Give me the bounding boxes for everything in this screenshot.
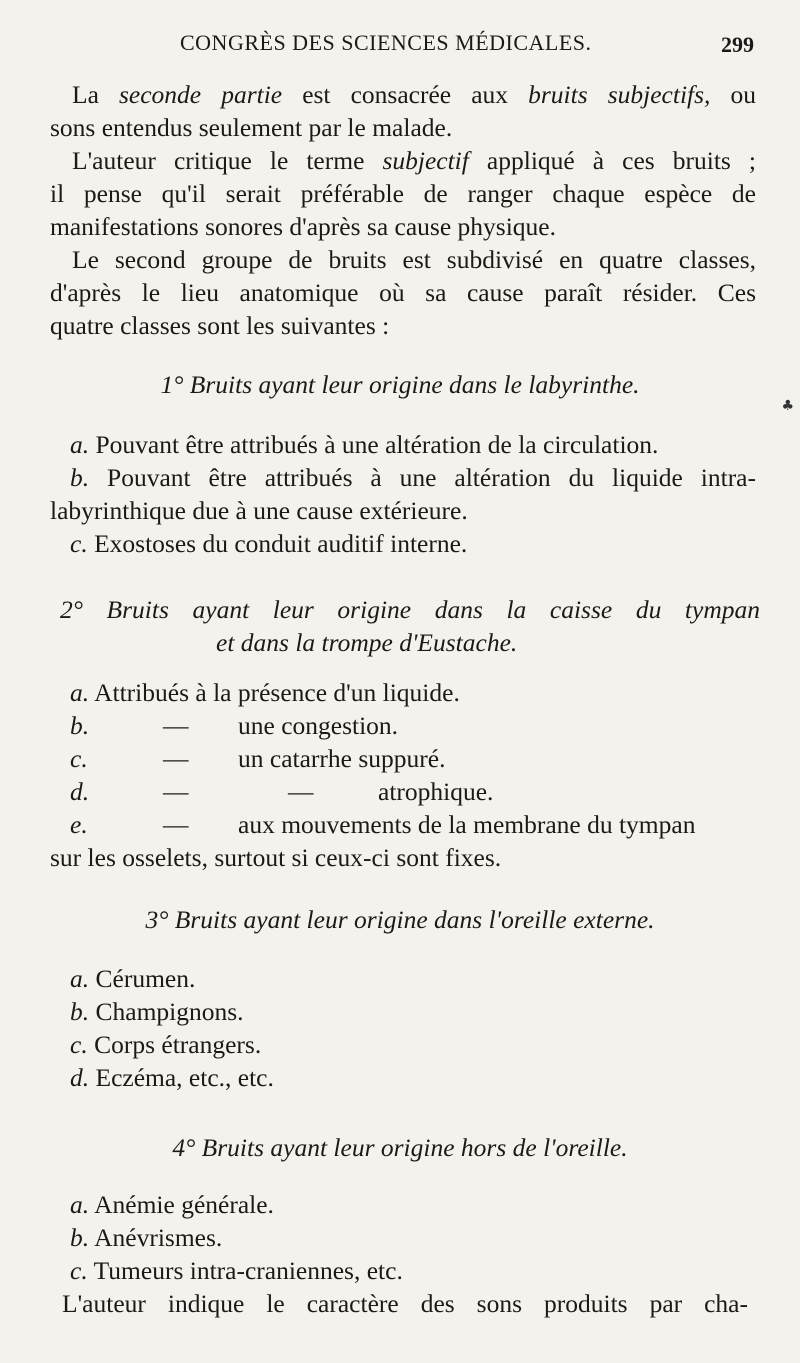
paragraph-line [72, 80, 756, 110]
paragraph-line: L'auteur indique le caractère des sons produits par cha- [62, 1289, 748, 1318]
item-letter: c. [70, 529, 88, 558]
item-text: une congestion. [238, 711, 399, 740]
text-run: La [72, 80, 119, 109]
text-run: L'auteur critique le terme [72, 146, 383, 175]
section-heading: 3° Bruits ayant leur origine dans l'oreille externe. [145, 905, 655, 934]
paragraph-line: sons entendus seulement par le malade. [50, 113, 453, 142]
paragraph-line: Le second groupe de bruits est subdivisé en quatre classes, [72, 245, 756, 274]
emphasis: seconde partie [118, 80, 283, 109]
list-item [70, 744, 446, 774]
list-item [70, 1256, 403, 1286]
item-letter: a. [70, 964, 90, 993]
emphasis: subjectif [382, 146, 469, 175]
paragraph-line [72, 146, 756, 176]
item-letter: b. [70, 711, 90, 740]
item-letter: c. [70, 1030, 88, 1059]
list-item [70, 678, 460, 708]
item-letter: c. [70, 1256, 88, 1285]
ditto-dash: — [163, 711, 189, 740]
list-item [70, 1030, 261, 1060]
paragraph-line: d'après le lieu anatomique où sa cause paraît résider. Ces [50, 278, 756, 307]
page-number: 299 [721, 32, 754, 57]
page-header [0, 30, 800, 66]
item-letter: b. [70, 997, 90, 1026]
section-heading: 4° Bruits ayant leur origine hors de l'oreille. [172, 1133, 628, 1162]
list-item [70, 711, 399, 741]
item-text: Champignons. [89, 997, 244, 1026]
emphasis: bruits subjectifs, [528, 80, 711, 109]
list-item [70, 964, 195, 994]
item-text: Exostoses du conduit auditif interne. [87, 529, 468, 558]
section-heading: 2° Bruits ayant leur origine dans la caisse du tympan [60, 595, 760, 624]
item-text: Cérumen. [89, 964, 196, 993]
item-text: Pouvant être attribués à une altération de la circulation. [89, 430, 659, 459]
item-text: un catarrhe suppuré. [238, 744, 446, 773]
list-item [70, 463, 756, 493]
ditto-dash: — [163, 777, 189, 806]
item-letter: b. [70, 463, 90, 492]
paragraph-line: manifestations sonores d'après sa cause physique. [50, 212, 556, 241]
item-text: Anémie générale. [89, 1190, 274, 1219]
item-text: Eczéma, etc., etc. [89, 1063, 274, 1092]
margin-mark-icon: ♣ [781, 398, 794, 414]
text-run: est consacrée aux [282, 80, 529, 109]
item-letter: a. [70, 1190, 90, 1219]
list-item [70, 1063, 274, 1093]
item-text: Attribués à la présence d'un liquide. [89, 678, 460, 707]
item-letter: b. [70, 1223, 90, 1252]
item-letter: d. [70, 777, 90, 806]
list-item [70, 1223, 222, 1253]
item-text: Tumeurs intra-craniennes, etc. [87, 1256, 403, 1285]
list-item-continuation: sur les osselets, surtout si ceux-ci sont fixes. [50, 843, 502, 872]
item-text: atrophique. [378, 777, 494, 806]
item-letter: e. [70, 810, 88, 839]
text-run: ou [710, 80, 757, 109]
item-text: aux mouvements de la membrane du tympan [238, 810, 696, 839]
list-item [70, 1190, 274, 1220]
running-title: CONGRÈS DES SCIENCES MÉDICALES. [180, 30, 592, 55]
item-text: Corps étrangers. [87, 1030, 262, 1059]
list-item-continuation: labyrinthique due à une cause extérieure. [50, 496, 468, 525]
item-letter: a. [70, 678, 90, 707]
paragraph-line: quatre classes sont les suivantes : [50, 311, 390, 340]
ditto-dash: — [163, 744, 189, 773]
ditto-dash: — [288, 777, 314, 806]
item-text: Anévrismes. [89, 1223, 223, 1252]
ditto-dash: — [163, 810, 189, 839]
section-heading: 1° Bruits ayant leur origine dans le labyrinthe. [160, 370, 640, 399]
list-item [70, 529, 467, 559]
paragraph-line: il pense qu'il serait préférable de ranger chaque espèce de [50, 179, 756, 208]
list-item [70, 430, 658, 460]
item-text: Pouvant être attribués à une altération du liquide intra- [89, 463, 756, 492]
item-letter: a. [70, 430, 90, 459]
list-item [70, 777, 494, 807]
list-item [70, 810, 756, 840]
list-item [70, 997, 244, 1027]
item-letter: d. [70, 1063, 90, 1092]
section-heading-continuation: et dans la trompe d'Eustache. [216, 628, 518, 657]
item-letter: c. [70, 744, 88, 773]
text-run: appliqué à ces bruits ; [468, 146, 756, 175]
